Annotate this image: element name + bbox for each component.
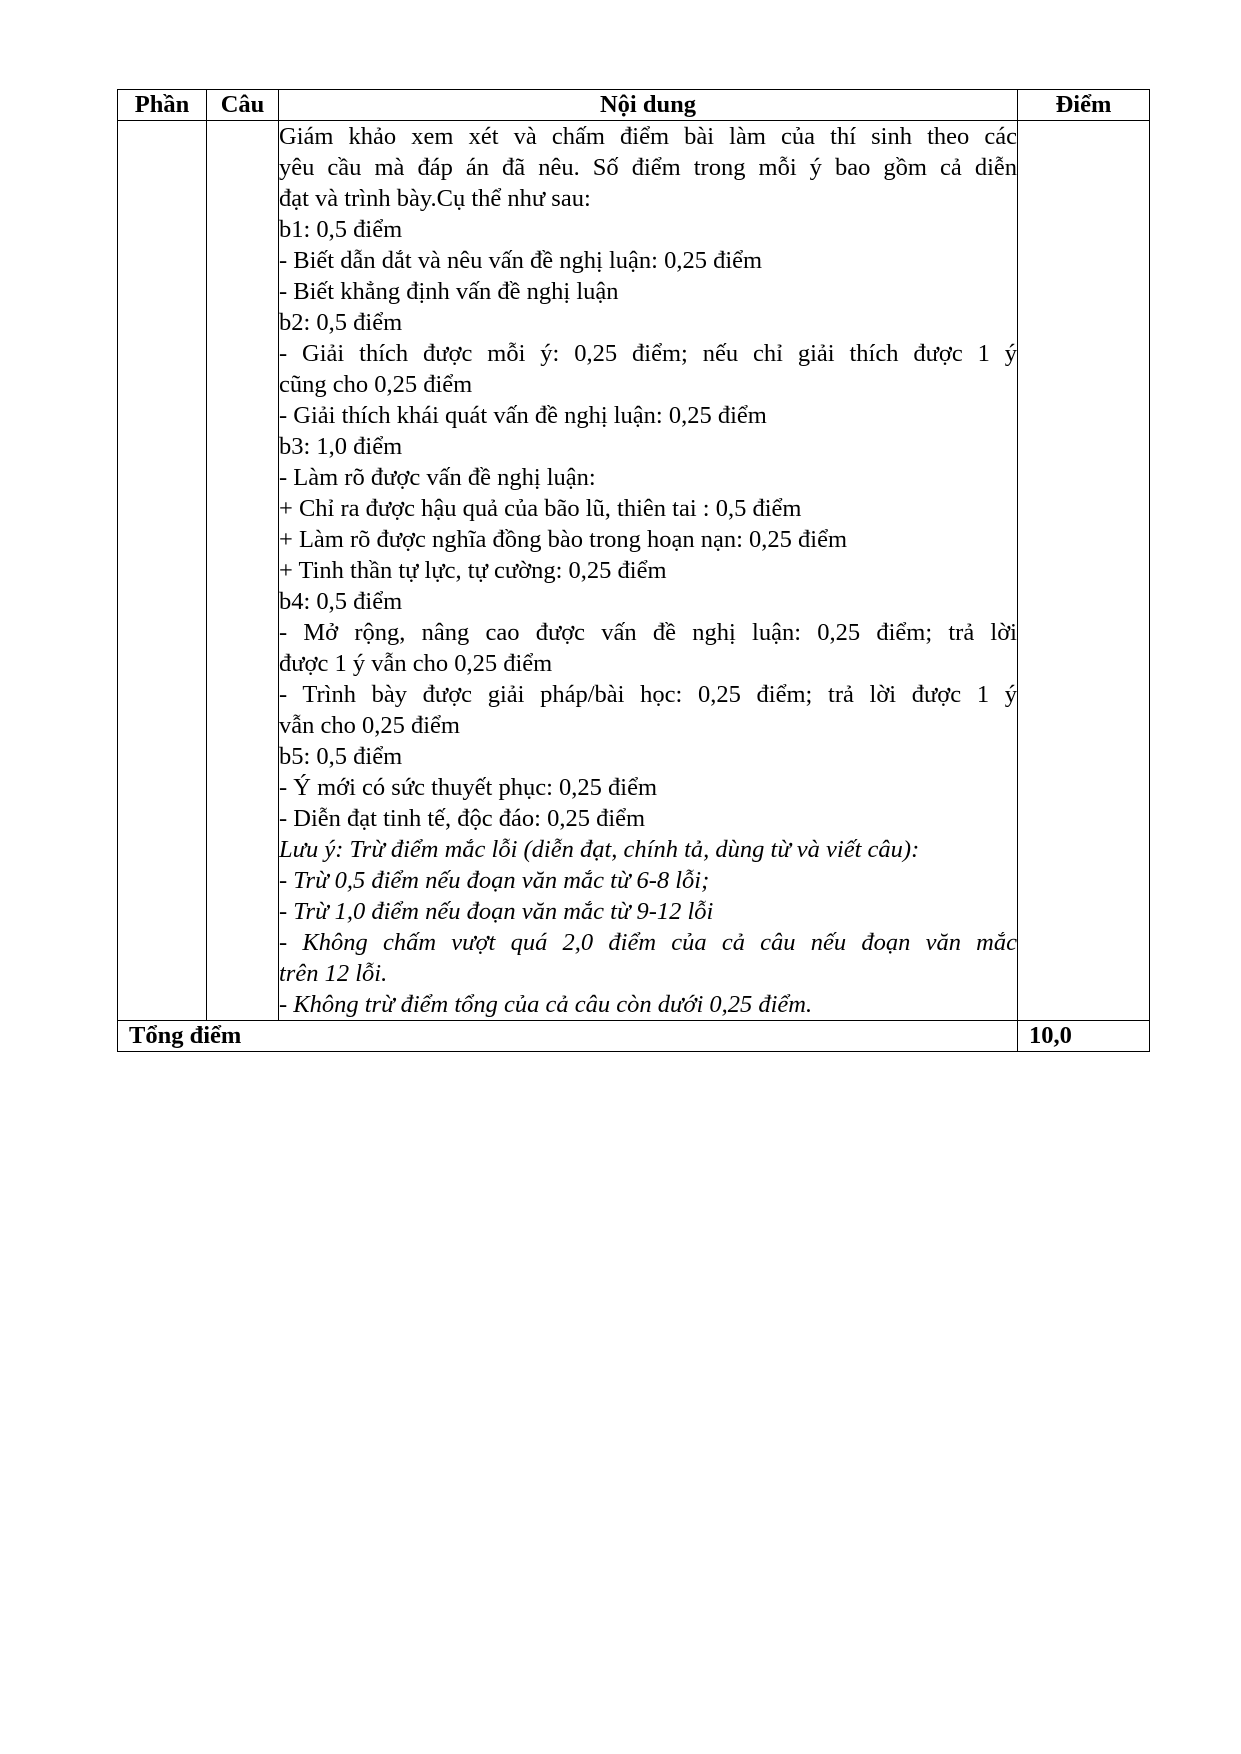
criterion-b3-item: - Làm rõ được vấn đề nghị luận: (279, 464, 596, 491)
part-cell (118, 121, 207, 1021)
total-label: Tổng điểm (118, 1021, 1018, 1052)
intro-line: Giám khảo xem xét và chấm điểm bài làm của thí sinh theo các (279, 123, 1017, 150)
total-row (118, 1021, 1150, 1052)
criterion-b3-item: + Tinh thần tự lực, tự cường: 0,25 điểm (279, 557, 667, 584)
header-score: Điểm (1018, 90, 1150, 121)
criterion-b3-item: + Chỉ ra được hậu quả của bão lũ, thiên tai : 0,5 điểm (279, 495, 802, 522)
criterion-b1-title: b1: 0,5 điểm (279, 216, 403, 243)
note-line: - Không trừ điểm tổng của cả câu còn dưới 0,25 điểm. (279, 991, 813, 1018)
header-question: Câu (207, 90, 279, 121)
criterion-b1-item: - Biết khẳng định vấn đề nghị luận (279, 278, 619, 305)
criterion-b1-item: - Biết dẫn dắt và nêu vấn đề nghị luận: 0,25 điểm (279, 247, 763, 274)
criterion-b4-item: được 1 ý vẫn cho 0,25 điểm (279, 650, 553, 677)
table-header-row (118, 90, 1150, 121)
content-cell (279, 121, 1018, 1021)
criterion-b4-item: vẫn cho 0,25 điểm (279, 712, 460, 739)
criterion-b5-item: - Diễn đạt tinh tế, độc đáo: 0,25 điểm (279, 805, 646, 832)
criterion-b4-title: b4: 0,5 điểm (279, 588, 403, 615)
note-line: Lưu ý: Trừ điểm mắc lỗi (diễn đạt, chính tả, dùng từ và viết câu): (279, 836, 920, 863)
total-value: 10,0 (1018, 1021, 1150, 1052)
deduction-note (279, 834, 1017, 1020)
intro-line: đạt và trình bày.Cụ thể như sau: (279, 185, 591, 212)
criterion-b5-title: b5: 0,5 điểm (279, 743, 403, 770)
content-row (118, 121, 1150, 1021)
question-cell (207, 121, 279, 1021)
criterion-b2-item: - Giải thích khái quát vấn đề nghị luận: 0,25 điểm (279, 402, 767, 429)
note-line: - Trừ 0,5 điểm nếu đoạn văn mắc từ 6-8 lỗi; (279, 867, 710, 894)
criterion-b4-item: - Mở rộng, nâng cao được vấn đề nghị luận: 0,25 điểm; trả lời (279, 619, 1017, 646)
header-content: Nội dung (279, 90, 1018, 121)
criterion-b2-title: b2: 0,5 điểm (279, 309, 403, 336)
note-line: trên 12 lỗi. (279, 960, 388, 987)
grading-table (117, 89, 1150, 1052)
intro-line: yêu cầu mà đáp án đã nêu. Số điểm trong mỗi ý bao gồm cả diễn (279, 154, 1017, 181)
criterion-b2-item: cũng cho 0,25 điểm (279, 371, 473, 398)
criterion-b2-item: - Giải thích được mỗi ý: 0,25 điểm; nếu chỉ giải thích được 1 ý (279, 340, 1017, 367)
criterion-b3-item: + Làm rõ được nghĩa đồng bào trong hoạn nạn: 0,25 điểm (279, 526, 848, 553)
criterion-b4-item: - Trình bày được giải pháp/bài học: 0,25 điểm; trả lời được 1 ý (279, 681, 1017, 708)
score-cell (1018, 121, 1150, 1021)
header-part: Phần (118, 90, 207, 121)
criterion-b3-title: b3: 1,0 điểm (279, 433, 403, 460)
note-line: - Không chấm vượt quá 2,0 điểm của cả câu nếu đoạn văn mắc (279, 929, 1017, 956)
criterion-b5-item: - Ý mới có sức thuyết phục: 0,25 điểm (279, 774, 658, 801)
note-line: - Trừ 1,0 điểm nếu đoạn văn mắc từ 9-12 lỗi (279, 898, 714, 925)
